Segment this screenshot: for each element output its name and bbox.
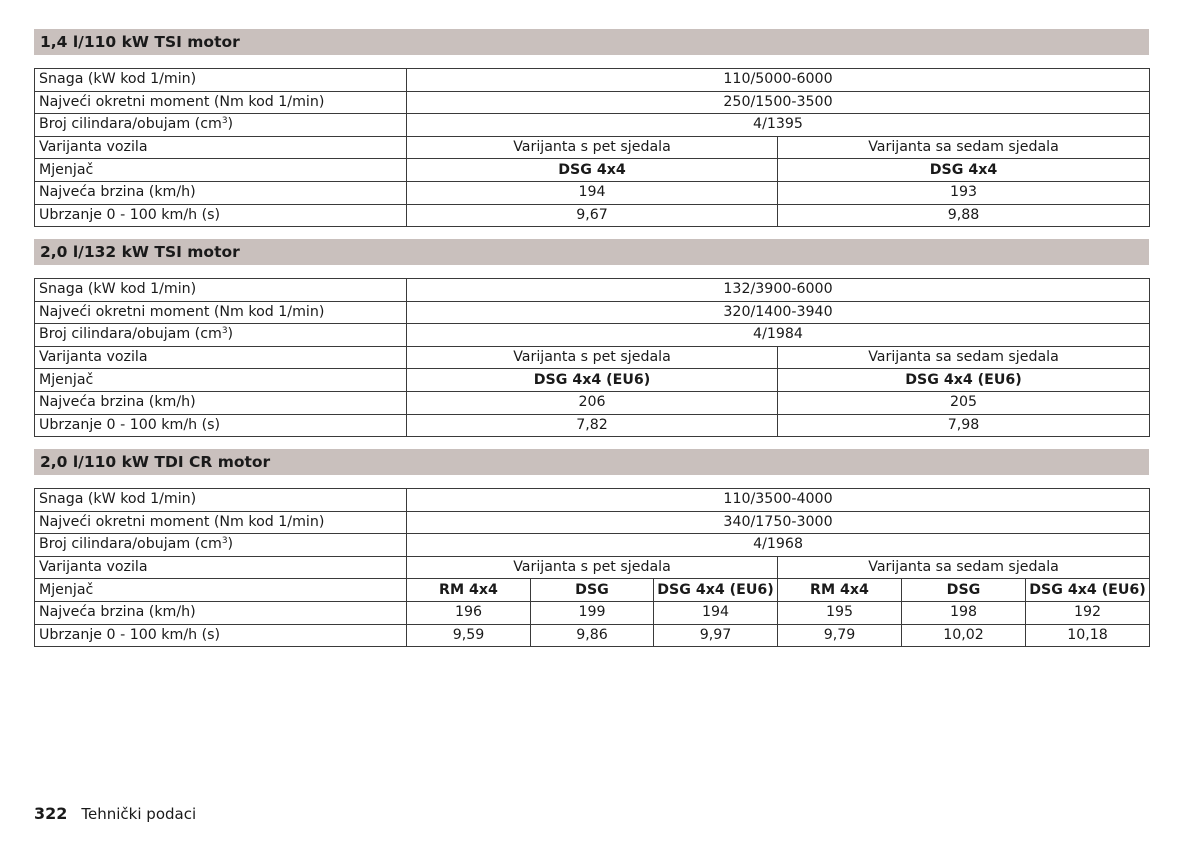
gearbox-value: DSG 4x4 bbox=[778, 159, 1150, 182]
gearbox-value: DSG 4x4 bbox=[407, 159, 778, 182]
cylinders-value: 4/1984 bbox=[407, 324, 1150, 347]
chapter-title: Tehnički podaci bbox=[81, 805, 197, 823]
row-label-acceleration: Ubrzanje 0 - 100 km/h (s) bbox=[35, 204, 407, 227]
acceleration-value: 9,97 bbox=[654, 624, 778, 647]
variant-seven-seats: Varijanta sa sedam sjedala bbox=[778, 556, 1150, 579]
acceleration-value: 10,02 bbox=[902, 624, 1026, 647]
acceleration-value: 9,67 bbox=[407, 204, 778, 227]
table-row bbox=[35, 534, 1150, 557]
torque-value: 340/1750-3000 bbox=[407, 511, 1150, 534]
gearbox-value: DSG bbox=[531, 579, 654, 602]
acceleration-value: 9,86 bbox=[531, 624, 654, 647]
row-label-acceleration: Ubrzanje 0 - 100 km/h (s) bbox=[35, 624, 407, 647]
table-row bbox=[35, 391, 1150, 414]
power-value: 132/3900-6000 bbox=[407, 279, 1150, 302]
gearbox-value: DSG 4x4 (EU6) bbox=[1026, 579, 1150, 602]
top-speed-value: 194 bbox=[654, 601, 778, 624]
gearbox-value: RM 4x4 bbox=[778, 579, 902, 602]
spec-table bbox=[34, 68, 1150, 227]
cylinders-value: 4/1968 bbox=[407, 534, 1150, 557]
table-row bbox=[35, 114, 1150, 137]
gearbox-value: DSG bbox=[902, 579, 1026, 602]
acceleration-value: 10,18 bbox=[1026, 624, 1150, 647]
top-speed-value: 192 bbox=[1026, 601, 1150, 624]
table-row bbox=[35, 624, 1150, 647]
section-title: 2,0 l/110 kW TDI CR motor bbox=[34, 449, 1149, 475]
section-1-4-tsi bbox=[34, 29, 1149, 227]
row-label-variant: Varijanta vozila bbox=[35, 556, 407, 579]
table-row bbox=[35, 489, 1150, 512]
acceleration-value: 9,79 bbox=[778, 624, 902, 647]
acceleration-value: 7,82 bbox=[407, 414, 778, 437]
page-number: 322 bbox=[34, 804, 68, 823]
spec-table bbox=[34, 278, 1150, 437]
top-speed-value: 198 bbox=[902, 601, 1026, 624]
table-row bbox=[35, 369, 1150, 392]
power-value: 110/3500-4000 bbox=[407, 489, 1150, 512]
top-speed-value: 206 bbox=[407, 391, 778, 414]
gearbox-value: DSG 4x4 (EU6) bbox=[407, 369, 778, 392]
acceleration-value: 7,98 bbox=[778, 414, 1150, 437]
section-title: 2,0 l/132 kW TSI motor bbox=[34, 239, 1149, 265]
table-row bbox=[35, 346, 1150, 369]
variant-five-seats: Varijanta s pet sjedala bbox=[407, 346, 778, 369]
gearbox-value: DSG 4x4 (EU6) bbox=[778, 369, 1150, 392]
table-row bbox=[35, 414, 1150, 437]
top-speed-value: 199 bbox=[531, 601, 654, 624]
row-label-gearbox: Mjenjač bbox=[35, 159, 407, 182]
row-label-cylinders: Broj cilindara/obujam $(cm^3)$ bbox=[35, 534, 407, 557]
table-row bbox=[35, 601, 1150, 624]
top-speed-value: 195 bbox=[778, 601, 902, 624]
top-speed-value: 194 bbox=[407, 181, 778, 204]
table-row bbox=[35, 204, 1150, 227]
table-row bbox=[35, 181, 1150, 204]
section-2-0-tdi bbox=[34, 449, 1149, 647]
variant-five-seats: Varijanta s pet sjedala bbox=[407, 556, 778, 579]
torque-value: 250/1500-3500 bbox=[407, 91, 1150, 114]
power-value: 110/5000-6000 bbox=[407, 69, 1150, 92]
row-label-power: Snaga (kW kod 1/min) bbox=[35, 279, 407, 302]
top-speed-value: 193 bbox=[778, 181, 1150, 204]
row-label-variant: Varijanta vozila bbox=[35, 136, 407, 159]
table-row bbox=[35, 159, 1150, 182]
section-2-0-tsi bbox=[34, 239, 1149, 437]
table-row bbox=[35, 301, 1150, 324]
row-label-acceleration: Ubrzanje 0 - 100 km/h (s) bbox=[35, 414, 407, 437]
table-row bbox=[35, 579, 1150, 602]
row-label-power: Snaga (kW kod 1/min) bbox=[35, 489, 407, 512]
row-label-cylinders: Broj cilindara/obujam $(cm^3)$ bbox=[35, 114, 407, 137]
row-label-cylinders: Broj cilindara/obujam $(cm^3)$ bbox=[35, 324, 407, 347]
cylinders-value: 4/1395 bbox=[407, 114, 1150, 137]
table-row bbox=[35, 279, 1150, 302]
variant-seven-seats: Varijanta sa sedam sjedala bbox=[778, 136, 1150, 159]
gearbox-value: RM 4x4 bbox=[407, 579, 531, 602]
table-row bbox=[35, 69, 1150, 92]
table-row bbox=[35, 511, 1150, 534]
row-label-torque: Najveći okretni moment (Nm kod 1/min) bbox=[35, 91, 407, 114]
acceleration-value: 9,59 bbox=[407, 624, 531, 647]
acceleration-value: 9,88 bbox=[778, 204, 1150, 227]
variant-five-seats: Varijanta s pet sjedala bbox=[407, 136, 778, 159]
variant-seven-seats: Varijanta sa sedam sjedala bbox=[778, 346, 1150, 369]
gearbox-value: DSG 4x4 (EU6) bbox=[654, 579, 778, 602]
row-label-torque: Najveći okretni moment (Nm kod 1/min) bbox=[35, 511, 407, 534]
row-label-torque: Najveći okretni moment (Nm kod 1/min) bbox=[35, 301, 407, 324]
row-label-gearbox: Mjenjač bbox=[35, 369, 407, 392]
section-title: 1,4 l/110 kW TSI motor bbox=[34, 29, 1149, 55]
row-label-gearbox: Mjenjač bbox=[35, 579, 407, 602]
torque-value: 320/1400-3940 bbox=[407, 301, 1150, 324]
page-footer bbox=[34, 804, 196, 823]
row-label-power: Snaga (kW kod 1/min) bbox=[35, 69, 407, 92]
row-label-top-speed: Najveća brzina (km/h) bbox=[35, 391, 407, 414]
row-label-top-speed: Najveća brzina (km/h) bbox=[35, 601, 407, 624]
spec-table bbox=[34, 488, 1150, 647]
row-label-variant: Varijanta vozila bbox=[35, 346, 407, 369]
table-row bbox=[35, 556, 1150, 579]
table-row bbox=[35, 324, 1150, 347]
row-label-top-speed: Najveća brzina (km/h) bbox=[35, 181, 407, 204]
top-speed-value: 205 bbox=[778, 391, 1150, 414]
table-row bbox=[35, 136, 1150, 159]
table-row bbox=[35, 91, 1150, 114]
top-speed-value: 196 bbox=[407, 601, 531, 624]
